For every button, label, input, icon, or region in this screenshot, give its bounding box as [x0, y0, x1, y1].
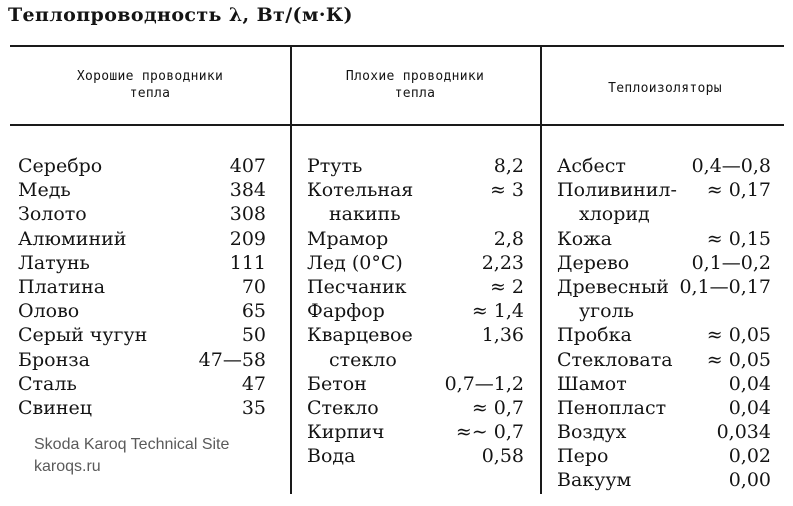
- table-row: [307, 275, 537, 299]
- material-name: Поливинил-: [557, 179, 677, 202]
- table-top-rule: [10, 45, 784, 47]
- good-conductors-list: [18, 154, 278, 420]
- conductivity-value: 407: [229, 155, 266, 177]
- column-divider-1: [290, 46, 292, 494]
- column-header-poor-conductors: [300, 68, 530, 102]
- table-row: [18, 323, 278, 347]
- material-name: Перо: [557, 445, 609, 468]
- table-row: [557, 227, 787, 251]
- conductivity-value: 0,02: [728, 445, 771, 468]
- table-row: [557, 299, 787, 323]
- table-row: [307, 178, 537, 202]
- conductivity-value: 0,1—0,17: [679, 275, 771, 298]
- material-name: Латунь: [18, 251, 90, 274]
- material-name: Стекло: [307, 396, 379, 419]
- table-row: [307, 299, 537, 323]
- material-name: Алюминий: [18, 227, 127, 250]
- material-name: накипь: [329, 203, 401, 226]
- table-row: [307, 444, 537, 468]
- conductivity-value: 47: [241, 372, 266, 395]
- table-row: [18, 348, 278, 372]
- material-name: хлорид: [579, 203, 650, 226]
- table-row: [557, 348, 787, 372]
- conductivity-value: 2,23: [481, 251, 524, 274]
- table-row: [307, 227, 537, 251]
- material-name: Кварцевое: [307, 324, 413, 347]
- conductivity-value: 0,1—0,2: [691, 251, 771, 274]
- table-row: [557, 372, 787, 396]
- table-row: [557, 468, 787, 492]
- material-name: Вода: [307, 445, 356, 468]
- conductivity-value: 0,4—0,8: [691, 155, 771, 177]
- material-name: Бронза: [18, 348, 90, 371]
- table-row: [557, 251, 787, 275]
- material-name: Песчаник: [307, 275, 407, 298]
- column-header-insulators: [550, 80, 780, 97]
- conductivity-value: 0,7—1,2: [444, 372, 524, 395]
- conductivity-value: ≈ 3: [489, 179, 524, 202]
- material-name: Шамот: [557, 372, 627, 395]
- conductivity-value: 35: [241, 396, 266, 419]
- column-header-good-conductors: [30, 68, 270, 102]
- conductivity-value: 209: [229, 227, 266, 250]
- material-name: Платина: [18, 275, 106, 298]
- table-row: [557, 178, 787, 202]
- column-header-line: тепла: [394, 86, 436, 101]
- table-row: [307, 372, 537, 396]
- conductivity-value: 1,36: [481, 324, 524, 347]
- table-row: [18, 154, 278, 178]
- conductivity-value: 0,58: [481, 445, 524, 468]
- material-name: Медь: [18, 179, 71, 202]
- table-row: [307, 420, 537, 444]
- material-name: Воздух: [557, 421, 627, 444]
- table-row: [307, 323, 537, 347]
- material-name: стекло: [329, 348, 397, 371]
- material-name: Мрамор: [307, 227, 389, 250]
- material-name: Свинец: [18, 396, 93, 419]
- material-name: уголь: [579, 300, 634, 323]
- table-row: [307, 348, 537, 372]
- watermark-site-url: karoqs.ru: [34, 458, 101, 475]
- table-row: [18, 275, 278, 299]
- header-separator-rule: [10, 124, 784, 126]
- material-name: Сталь: [18, 372, 77, 395]
- material-name: Серый чугун: [18, 324, 148, 347]
- material-name: Асбест: [557, 155, 626, 177]
- table-row: [307, 202, 537, 226]
- conductivity-value: 50: [241, 324, 266, 347]
- conductivity-value: ≈ 0,15: [706, 227, 771, 250]
- conductivity-value: 2,8: [493, 227, 524, 250]
- table-row: [307, 251, 537, 275]
- table-row: [557, 154, 787, 178]
- material-name: Фарфор: [307, 300, 385, 323]
- poor-conductors-list: [307, 154, 537, 468]
- conductivity-value: 0,00: [728, 469, 771, 492]
- material-name: Котельная: [307, 179, 414, 202]
- table-row: [557, 323, 787, 347]
- column-header-line: Плохие проводники: [345, 69, 485, 84]
- conductivity-value: 0,034: [716, 421, 771, 444]
- material-name: Стекловата: [557, 348, 673, 371]
- material-name: Олово: [18, 300, 80, 323]
- table-row: [18, 178, 278, 202]
- material-name: Кирпич: [307, 421, 385, 444]
- watermark: [34, 434, 229, 478]
- material-name: Золото: [18, 203, 87, 226]
- insulators-list: [557, 154, 787, 493]
- material-name: Кожа: [557, 227, 612, 250]
- conductivity-value: 70: [241, 275, 266, 298]
- material-name: Серебро: [18, 155, 103, 177]
- material-name: Вакуум: [557, 469, 632, 492]
- material-name: Ртуть: [307, 155, 363, 177]
- table-row: [557, 444, 787, 468]
- conductivity-value: 8,2: [493, 155, 524, 177]
- material-name: Пенопласт: [557, 396, 667, 419]
- conductivity-value: 384: [229, 179, 266, 202]
- table-row: [18, 372, 278, 396]
- conductivity-value: ≈ 0,05: [706, 324, 771, 347]
- conductivity-value: 0,04: [728, 396, 771, 419]
- conductivity-value: 47—58: [198, 348, 266, 371]
- table-row: [307, 396, 537, 420]
- table-row: [307, 154, 537, 178]
- material-name: Древесный: [557, 275, 669, 298]
- column-header-line: Теплоизоляторы: [608, 81, 722, 96]
- conductivity-value: ≈∼ 0,7: [455, 421, 524, 444]
- table-row: [557, 275, 787, 299]
- conductivity-value: 0,04: [728, 372, 771, 395]
- table-row: [18, 396, 278, 420]
- material-name: Пробка: [557, 324, 632, 347]
- conductivity-value: ≈ 0,17: [706, 179, 771, 202]
- table-row: [557, 396, 787, 420]
- conductivity-value: 111: [229, 251, 266, 274]
- material-name: Дерево: [557, 251, 630, 274]
- material-name: Лед (0°C): [307, 251, 403, 274]
- watermark-site-name: Skoda Karoq Technical Site: [34, 436, 230, 453]
- conductivity-value: ≈ 2: [489, 275, 524, 298]
- table-row: [557, 420, 787, 444]
- table-row: [18, 202, 278, 226]
- column-header-line: Хорошие проводники: [76, 69, 224, 84]
- conductivity-value: ≈ 0,7: [471, 396, 524, 419]
- column-divider-2: [540, 46, 542, 494]
- page-title: Теплопроводность λ, Вт/(м·К): [8, 4, 353, 26]
- conductivity-value: ≈ 0,05: [706, 348, 771, 371]
- column-header-line: тепла: [129, 86, 171, 101]
- conductivity-value: 308: [229, 203, 266, 226]
- table-row: [18, 299, 278, 323]
- material-name: Бетон: [307, 372, 367, 395]
- table-row: [557, 202, 787, 226]
- table-row: [18, 251, 278, 275]
- table-row: [18, 227, 278, 251]
- conductivity-value: 65: [241, 300, 266, 323]
- conductivity-value: ≈ 1,4: [471, 300, 524, 323]
